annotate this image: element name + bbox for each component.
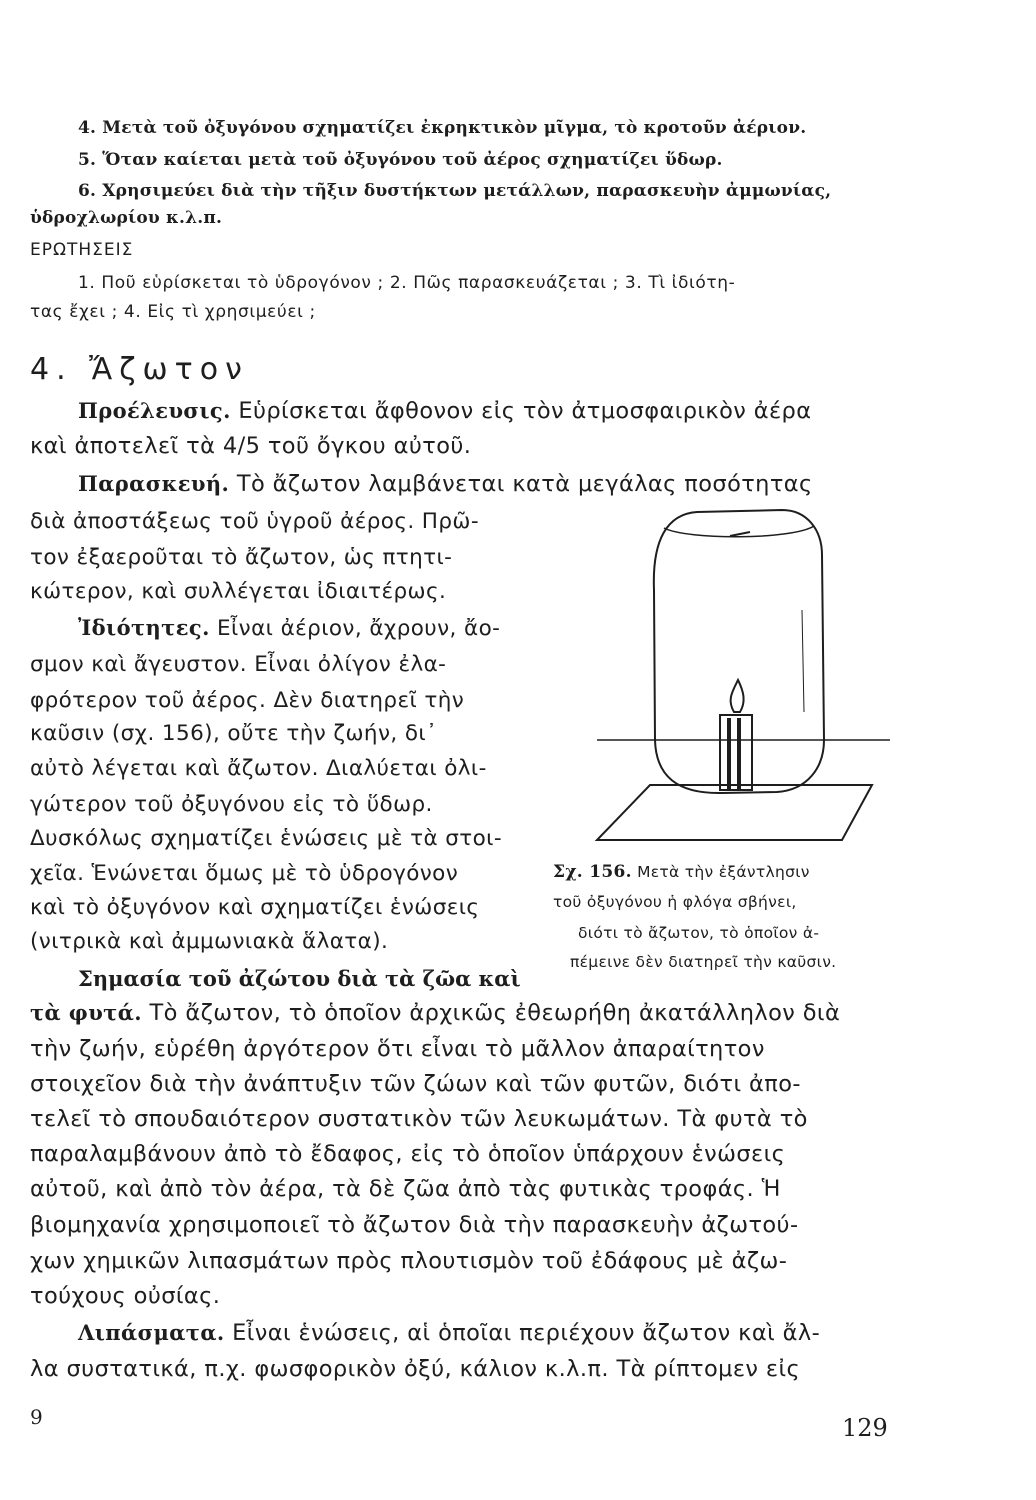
- simasia-heading: Σημασία τοῦ ἀζώτου διὰ τὰ ζῶα καὶ: [78, 966, 521, 991]
- simasia-text: Τὸ ἄζωτον, τὸ ὁποῖον ἀρχικῶς ἐθεωρήθη ἀκατάλληλον διὰ: [141, 1000, 841, 1026]
- signature-mark: 9: [30, 1405, 43, 1429]
- lipasmata-heading: Λιπάσματα.: [78, 1320, 225, 1345]
- idiotites-line: φρότερον τοῦ ἀέρος. Δὲν διατηρεῖ τὴν: [30, 688, 465, 713]
- figure-bell-jar-candle: [592, 500, 892, 850]
- caption-text: Μετὰ τὴν ἐξάντλησιν: [631, 863, 810, 881]
- simasia-line: χων χημικῶν λιπασμάτων πρὸς πλουτισμὸν τοῦ ἐδάφους μὲ ἀζω-: [30, 1248, 788, 1274]
- simasia-line: βιομηχανία χρησιμοποιεῖ τὸ ἄζωτον διὰ τὴν παρασκευὴν ἀζωτού-: [30, 1212, 799, 1238]
- figure-candle: [720, 715, 752, 790]
- section-title: 4. Ἄζωτον: [30, 352, 249, 387]
- idiotites-line: αὐτὸ λέγεται καὶ ἄζωτον. Διαλύεται ὀλι-: [30, 756, 487, 781]
- questions-line-2: τας ἔχει ; 4. Εἰς τὶ χρησιμεύει ;: [30, 302, 316, 322]
- simasia-heading-cont: τὰ φυτά.: [30, 1000, 142, 1025]
- idiotites-line: καῦσιν (σχ. 156), οὔτε τὴν ζωήν, δι᾽: [30, 721, 438, 746]
- paragraph-proeleusis-line-1: [78, 398, 811, 424]
- questions-line-1: 1. Ποῦ εὑρίσκεται τὸ ὑδρογόνον ; 2. Πῶς παρασκευάζεται ; 3. Τὶ ἰδιότη-: [78, 273, 736, 293]
- paraskeui-text: Τὸ ἄζωτον λαμβάνεται κατὰ μεγάλας ποσότητας: [229, 471, 813, 497]
- simasia-line: στοιχεῖον διὰ τὴν ἀνάπτυξιν τῶν ζώων καὶ τῶν φυτῶν, διότι ἀπο-: [30, 1071, 801, 1097]
- paraskeui-heading: Παρασκευή.: [78, 471, 230, 496]
- paragraph-idiotites-line-1: [78, 615, 500, 641]
- questions-heading: ΕΡΩΤΗΣΕΙΣ: [30, 240, 134, 260]
- figure-caption-line: τοῦ ὀξυγόνου ἡ φλόγα σβήνει,: [553, 893, 797, 911]
- paragraph-simasia-line-1: [30, 1000, 840, 1026]
- idiotites-line: γώτερον τοῦ ὀξυγόνου εἰς τὸ ὕδωρ.: [30, 792, 433, 817]
- idiotites-line: σμον καὶ ἄγευστον. Εἶναι ὀλίγον ἐλα-: [30, 652, 447, 677]
- idiotites-line: Δυσκόλως σχηματίζει ἑνώσεις μὲ τὰ στοι-: [30, 826, 503, 851]
- list-item-6: 6. Χρησιμεύει διὰ τὴν τῆξιν δυστήκτων μετάλλων, παρασκευὴν ἀμμωνίας,: [78, 181, 832, 201]
- simasia-line: τούχους οὐσίας.: [30, 1283, 221, 1309]
- simasia-line: τελεῖ τὸ σπουδαιότερον συστατικὸν τῶν λευκωμάτων. Τὰ φυτὰ τὸ: [30, 1106, 808, 1132]
- figure-caption-line: πέμεινε δὲν διατηρεῖ τὴν καῦσιν.: [570, 953, 837, 971]
- paragraph-proeleusis-line-2: καὶ ἀποτελεῖ τὰ 4/5 τοῦ ὄγκου αὐτοῦ.: [30, 433, 472, 459]
- idiotites-line: καὶ τὸ ὀξυγόνον καὶ σχηματίζει ἑνώσεις: [30, 895, 480, 920]
- idiotites-line: (νιτρικὰ καὶ ἀμμωνιακὰ ἅλατα).: [30, 929, 389, 954]
- figure-caption-line-1: [553, 862, 810, 882]
- figure-flame: [731, 680, 744, 712]
- proeleusis-heading: Προέλευσις.: [78, 398, 231, 423]
- figure-label: Σχ. 156.: [553, 862, 632, 882]
- figure-caption-line: διότι τὸ ἄζωτον, τὸ ὁποῖον ἀ-: [578, 924, 820, 942]
- paraskeui-line: κώτερον, καὶ συλλέγεται ἰδιαιτέρως.: [30, 579, 447, 604]
- idiotites-heading: Ἰδιότητες.: [78, 615, 210, 640]
- paragraph-paraskeui-line-1: [78, 471, 813, 497]
- list-item-4: 4. Μετὰ τοῦ ὀξυγόνου σχηματίζει ἐκρηκτικὸν μῖγμα, τὸ κροτοῦν ἀέριον.: [78, 118, 807, 138]
- page-number: 129: [842, 1414, 888, 1442]
- paraskeui-line: διὰ ἀποστάξεως τοῦ ὑγροῦ ἀέρος. Πρῶ-: [30, 509, 479, 534]
- list-item-6-continued: ὑδροχλωρίου κ.λ.π.: [30, 208, 223, 228]
- lipasmata-text: Εἶναι ἑνώσεις, αἱ ὁποῖαι περιέχουν ἄζωτον καὶ ἄλ-: [224, 1320, 821, 1346]
- list-item-5: 5. Ὅταν καίεται μετὰ τοῦ ὀξυγόνου τοῦ ἀέρος σχηματίζει ὕδωρ.: [78, 150, 723, 170]
- simasia-line: παραλαμβάνουν ἀπὸ τὸ ἔδαφος, εἰς τὸ ὁποῖον ὑπάρχουν ἑνώσεις: [30, 1141, 786, 1167]
- paraskeui-line: τον ἐξαεροῦται τὸ ἄζωτον, ὡς πτητι-: [30, 545, 453, 570]
- simasia-line: αὐτοῦ, καὶ ἀπὸ τὸν ἀέρα, τὰ δὲ ζῶα ἀπὸ τὰς φυτικὰς τροφάς. Ἡ: [30, 1176, 781, 1202]
- lipasmata-line: λα συστατικά, π.χ. φωσφορικὸν ὀξύ, κάλιον κ.λ.π. Τὰ ρίπτομεν εἰς: [30, 1356, 801, 1382]
- idiotites-line: χεῖα. Ἑνώνεται ὅμως μὲ τὸ ὑδρογόνον: [30, 861, 459, 886]
- simasia-line: τὴν ζωήν, εὑρέθη ἀργότερον ὅτι εἶναι τὸ μᾶλλον ἀπαραίτητον: [30, 1036, 765, 1062]
- paragraph-lipasmata-line-1: [78, 1320, 820, 1346]
- idiotites-text: Εἶναι ἀέριον, ἄχρουν, ἄο-: [209, 616, 501, 641]
- proeleusis-text: Εὑρίσκεται ἄφθονον εἰς τὸν ἀτμοσφαιρικὸν ἀέρα: [230, 398, 812, 424]
